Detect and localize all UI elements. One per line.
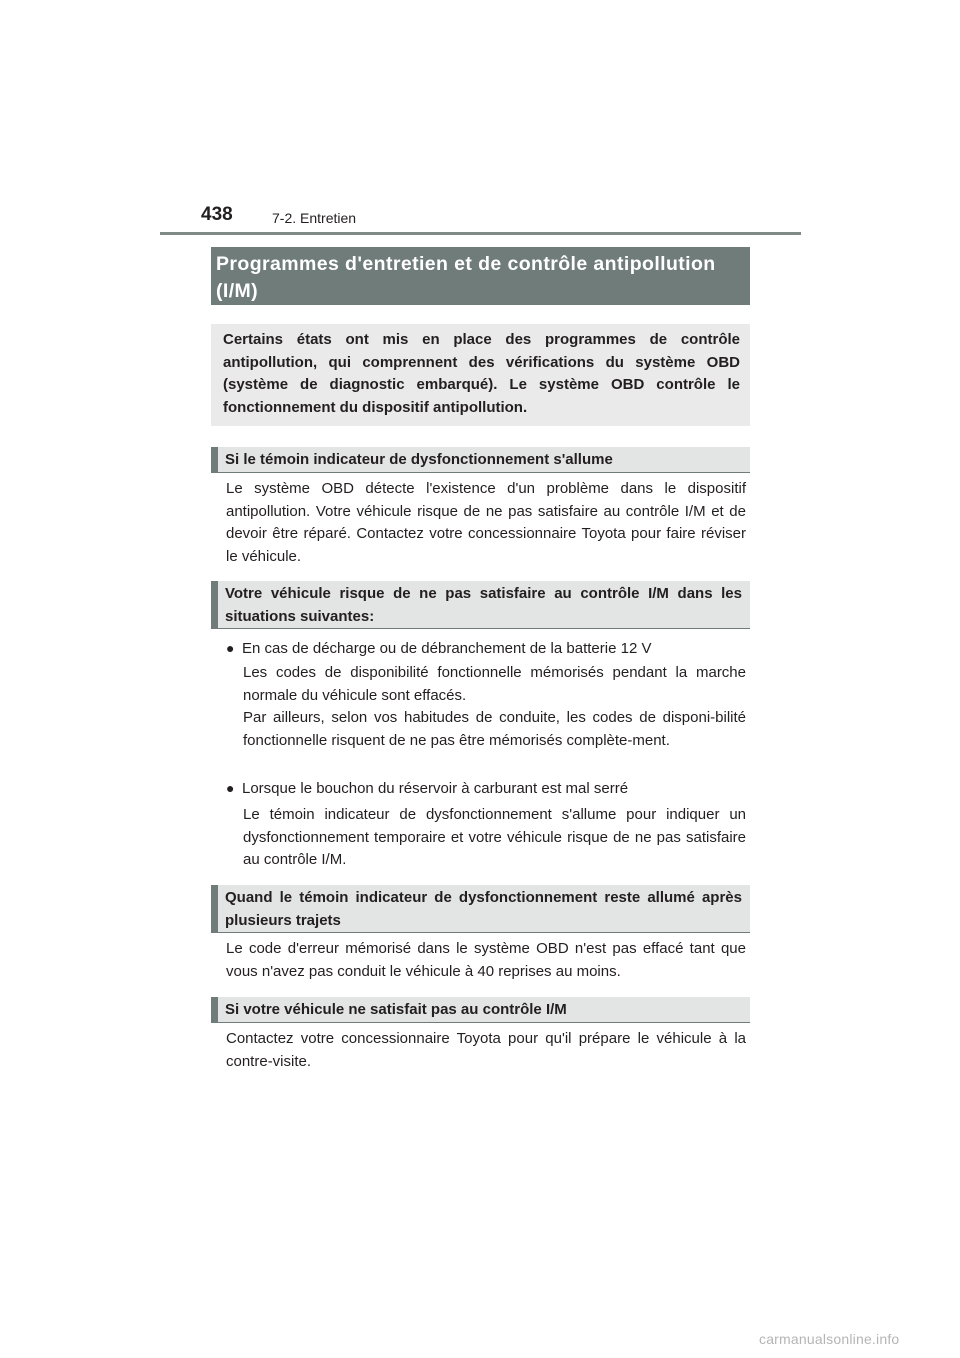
chapter-label: 7-2. Entretien [272, 210, 357, 226]
subheading-malfunction-light-on: Si le témoin indicateur de dysfonctionnement s'allume [211, 447, 750, 473]
bullet-battery-detail-2: Par ailleurs, selon vos habitudes de conduite, les codes de disponi-bilité fonctionnelle risquent de ne pas être mémorisés complète-ment. [243, 709, 746, 749]
body-light-stays-on: Le code d'erreur mémorisé dans le système OBD n'est pas effacé tant que vous n'avez pas conduit le véhicule à 40 reprises au moins. [226, 940, 746, 980]
subheading-fails-inspection: Si votre véhicule ne satisfait pas au contrôle I/M [211, 997, 750, 1023]
bullet-fuel-cap-label: Lorsque le bouchon du réservoir à carburant est mal serré [242, 780, 629, 797]
section-title: Programmes d'entretien et de contrôle antipollution (I/M) [211, 247, 750, 305]
subheading-may-fail-inspection: Votre véhicule risque de ne pas satisfaire au contrôle I/M dans les situations suivantes: [211, 581, 750, 629]
body-malfunction-light-on: Le système OBD détecte l'existence d'un problème dans le dispositif antipollution. Votre véhicule risque de ne pas satisfaire au contrôle I/M et de devoir être réparé. Contactez votre concessionnaire Toyota pour faire réviser le véhicule. [226, 480, 746, 565]
body-fails-inspection: Contactez votre concessionnaire Toyota pour qu'il prépare le véhicule à la contre-visite. [226, 1030, 746, 1070]
bullet-icon: ● [226, 780, 235, 796]
header-rule [160, 232, 801, 235]
page-number: 438 [201, 204, 233, 225]
watermark: carmanualsonline.info [759, 1331, 900, 1347]
intro-summary: Certains états ont mis en place des programmes de contrôle antipollution, qui comprennent des vérifications du système OBD (système de diagnostic embarqué). Le système OBD contrôle le fonctionnement du dispositif antipollution. [211, 324, 750, 426]
bullet-battery [226, 637, 746, 661]
bullet-fuel-cap [226, 777, 746, 801]
subheading-light-stays-on: Quand le témoin indicateur de dysfonctionnement reste allumé après plusieurs trajets [211, 885, 750, 933]
bullet-icon: ● [226, 640, 235, 656]
bullet-battery-detail-1: Les codes de disponibilité fonctionnelle mémorisés pendant la marche normale du véhicule sont effacés. [243, 664, 746, 704]
bullet-fuel-cap-detail: Le témoin indicateur de dysfonctionnement s'allume pour indiquer un dysfonctionnement temporaire et votre véhicule risque de ne pas satisfaire au contrôle I/M. [243, 806, 746, 869]
bullet-battery-label: En cas de décharge ou de débranchement de la batterie 12 V [242, 640, 652, 657]
